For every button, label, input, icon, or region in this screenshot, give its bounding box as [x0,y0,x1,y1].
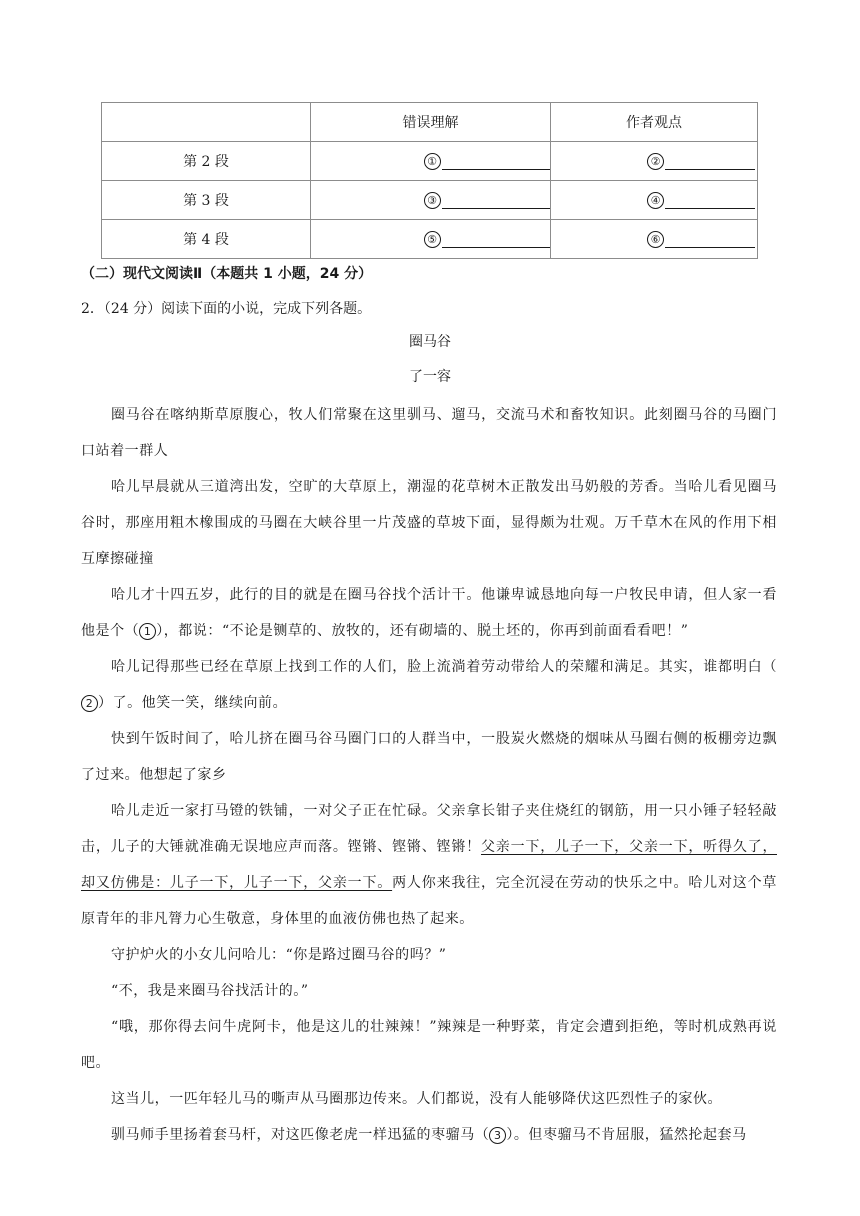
paragraph: “不，我是来圈马谷找活计的。” [111,983,309,999]
table-header-cell: 作者观点 [551,103,758,142]
blank-marker: 2 [81,695,98,712]
row-label: 第 3 段 [102,181,311,220]
story-author: 了一容 [409,369,451,385]
answer-blank-cell [551,181,758,220]
paragraph: “哦，那你得去问牛虎阿卡，他是这儿的壮辣辣！”辣辣是一种野菜，肯定会遭到拒绝，等时机成熟再说吧。 [81,1019,777,1071]
blank-number: ② [647,153,664,170]
blank-number: ⑤ [424,231,441,248]
answer-blank-cell [551,220,758,259]
paragraph: 哈儿走近一家打马镫的铁铺，一对父子正在忙碌。父亲拿长钳子夹住烧红的钢筋，用一只小锤子轻轻敲击，儿子的大锤就准确无误地应声而落。铿锵、铿锵、铿锵！父亲一下，儿子一下，父亲一下，听得久了，却又仿佛是：儿子一下，儿子一下，父亲一下。两人你来我往，完全沉浸在劳动的快乐之中。哈儿对这个草原青年的非凡膂力心生敬意，身体里的血液仿佛也热了起来。 [81,803,777,927]
row-label: 第 4 段 [102,220,311,259]
paragraph: 哈儿记得那些已经在草原上找到工作的人们，脸上流淌着劳动带给人的荣耀和满足。其实，谁都明白（2 ）了。他笑一笑，继续向前。 [81,649,777,721]
answer-blank-line[interactable] [442,194,550,209]
answer-blank-cell [551,142,758,181]
table-header-row [102,103,758,142]
question-prompt: 2．（24 分）阅读下面的小说，完成下列各题。 [81,301,372,317]
blank-number: ⑥ [647,231,664,248]
answer-blank-cell [311,181,551,220]
answer-blank-cell [311,142,551,181]
answer-blank-line[interactable] [665,194,755,209]
answer-blank-line[interactable] [665,233,755,248]
table-header-cell: 错误理解 [311,103,551,142]
answer-blank-cell [311,220,551,259]
underlined-sentence: 父亲一下，儿子一下，父亲一下，听得久了，却又仿佛是：儿子一下，儿子一下，父亲一下。 [81,839,777,891]
answer-blank-line[interactable] [442,155,550,170]
table-row [102,142,758,181]
paragraph: 这当儿，一匹年轻儿马的嘶声从马圈那边传来。人们都说，没有人能够降伏这匹烈性子的家伙。 [111,1091,723,1107]
row-label: 第 2 段 [102,142,311,181]
paragraph: 哈儿早晨就从三道湾出发，空旷的大草原上，潮湿的花草树木正散发出马奶般的芳香。当哈儿看见圈马谷时，那座用粗木橡围成的马圈在大峡谷里一片茂盛的草坡下面，显得颇为壮观。万千草木在风的作用下相互摩擦碰撞 [81,479,777,567]
answer-blank-line[interactable] [665,155,755,170]
blank-number: ③ [424,192,441,209]
table-row [102,181,758,220]
story-body [81,397,777,1153]
blank-number: ④ [647,192,664,209]
blank-marker: 1 [139,623,156,640]
answer-table [101,102,758,259]
story-title: 圈马谷 [409,334,451,350]
paragraph: 快到午饭时间了，哈儿挤在圈马谷马圈门口的人群当中，一股炭火燃烧的烟味从马圈右侧的板棚旁边飘了过来。他想起了家乡 [81,731,777,783]
blank-marker: 3 [489,1127,506,1144]
table-row [102,220,758,259]
table-header-cell [102,103,311,142]
paragraph: 圈马谷在喀纳斯草原腹心，牧人们常聚在这里驯马、遛马，交流马术和畜牧知识。此刻圈马谷的马圈门口站着一群人 [81,407,777,459]
paragraph: 驯马师手里扬着套马杆，对这匹像老虎一样迅猛的枣骝马（ 3 ）。但枣骝马不肯屈服，猛然抡起套马 [111,1127,747,1143]
paragraph: 哈儿才十四五岁，此行的目的就是在圈马谷找个活计干。他谦卑诚恳地向每一户牧民申请，但人家一看他是个（ 1 ），都说：“不论是铡草的、放牧的，还有砌墙的、脱土坯的，你再到前面看看吧！” [81,587,777,639]
answer-blank-line[interactable] [442,233,550,248]
blank-number: ① [424,153,441,170]
section-heading: （二）现代文阅读Ⅱ（本题共 1 小题，24 分） [81,266,373,282]
paragraph: 守护炉火的小女儿问哈儿：“你是路过圈马谷的吗？” [111,947,447,963]
